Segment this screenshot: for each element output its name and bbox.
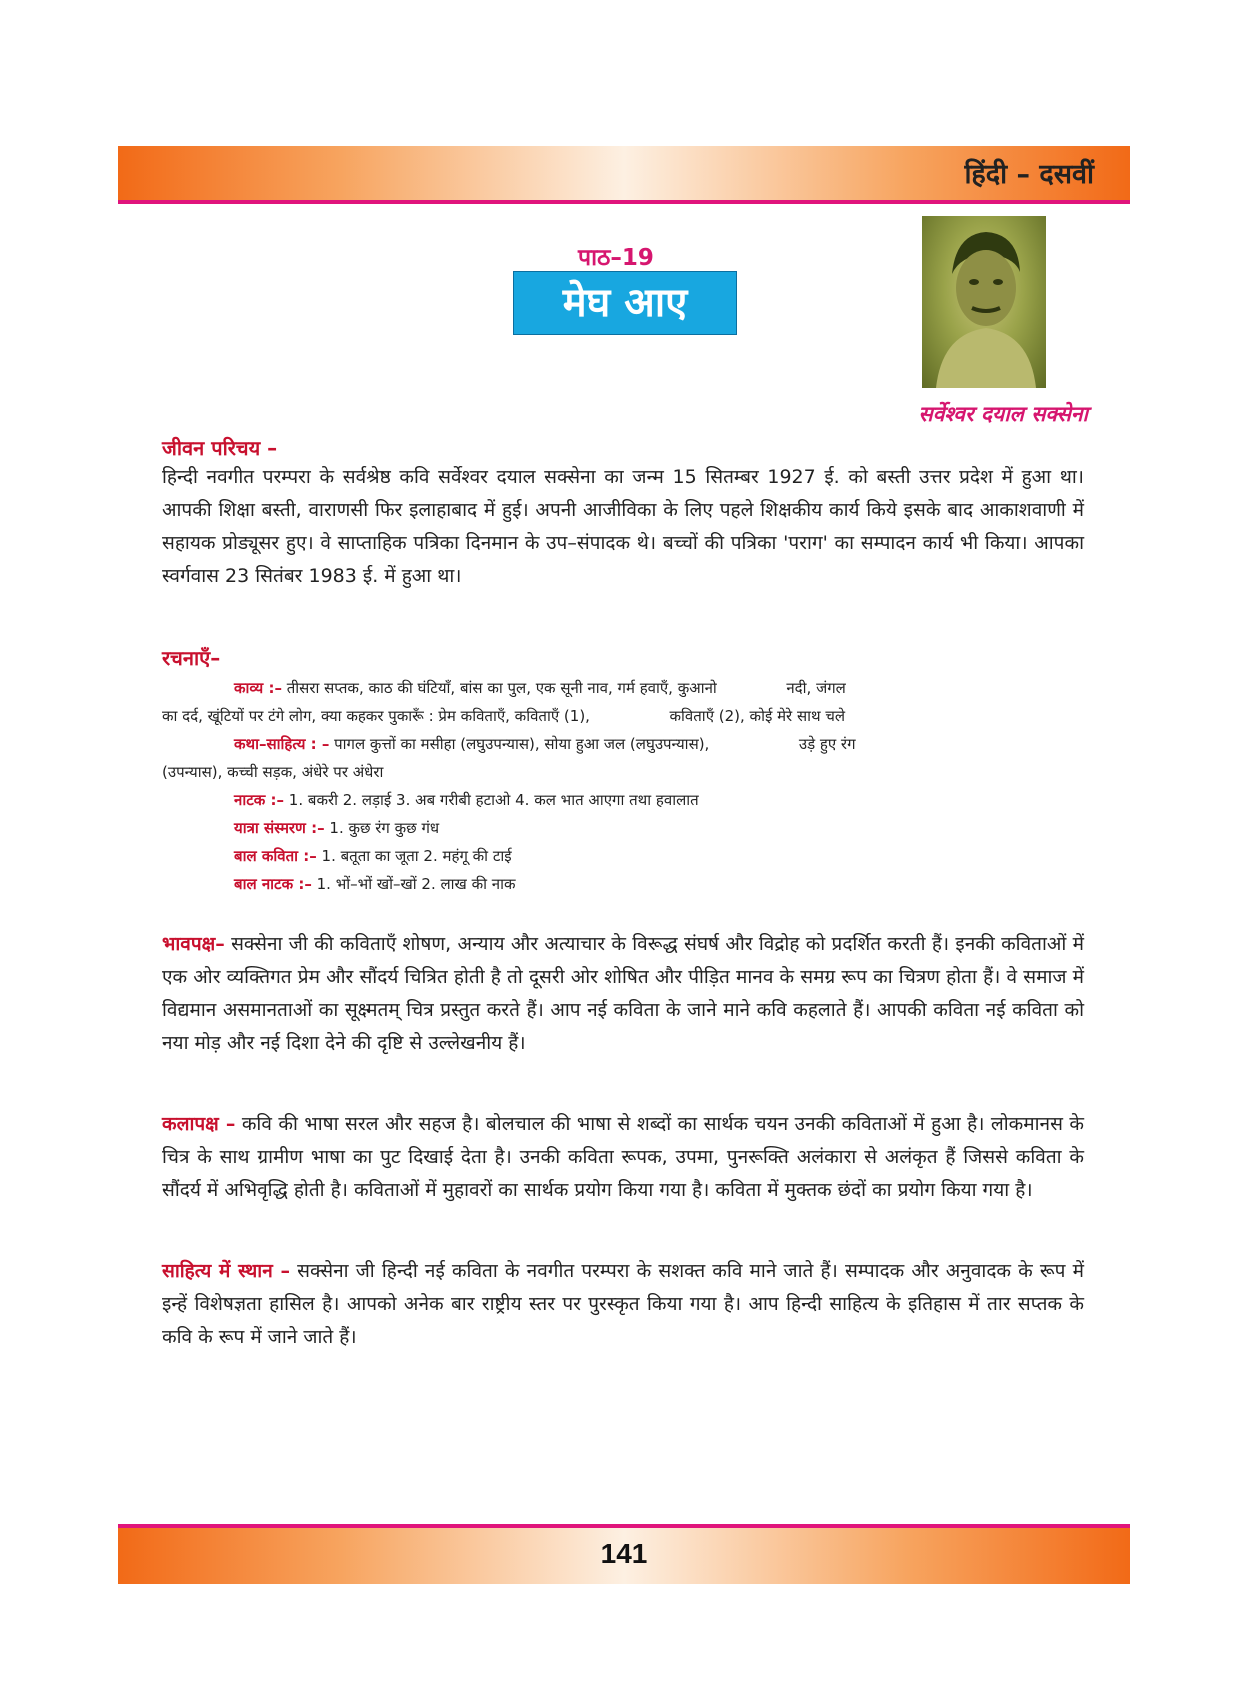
works-yatra-row <box>162 814 1084 842</box>
kavya-line1b: नदी, जंगल <box>786 679 846 697</box>
biography-text: हिन्दी नवगीत परम्परा के सर्वश्रेष्ठ कवि सर्वेश्वर दयाल सक्सेना का जन्म 15 सितम्बर 1927 ई. को बस्ती उत्तर प्रदेश में हुआ था। आपकी शिक्षा बस्ती, वाराणसी फिर इलाहाबाद में हुई। अपनी आजीविका के लिए पहले शिक्षकीय कार्य किये इसके बाद आकाशवाणी में सहायक प्रोड्यूसर हुए। वे साप्ताहिक पत्रिका दिनमान के उप–संपादक थे। बच्चों की पत्रिका 'पराग' का सम्पादन कार्य भी किया। आपका स्वर्गवास 23 सितंबर 1983 ई. में हुआ था। <box>162 466 1084 587</box>
footer-band <box>118 1524 1130 1584</box>
kavya-line2a: का दर्द, खूंटियों पर टंगे लोग, क्या कहकर पुकारूँ : प्रेम कविताएँ, कविताएँ (1), <box>162 707 590 725</box>
header-band <box>118 146 1130 204</box>
kavya-line1a: तीसरा सप्तक, काठ की घंटियाँ, बांस का पुल, एक सूनी नाव, गर्म हवाएँ, कुआनो <box>286 679 717 697</box>
yatra-label: यात्रा संस्मरण :– <box>234 819 325 837</box>
katha-line1b: उड़े हुए रंग <box>798 735 856 753</box>
page-number: 141 <box>600 1538 648 1569</box>
bhavpaksh-text: सक्सेना जी की कविताएँ शोषण, अन्याय और अत्याचार के विरूद्ध संघर्ष और विद्रोह को प्रदर्शित करती हैं। इनकी कविताओं में एक ओर व्यक्तिगत प्रेम और सौंदर्य चित्रित होती है तो दूसरी ओर शोषित और पीड़ित मानव के समग्र रूप का चित्रण होता हैं। वे समाज में विद्यमान असमानताओं का सूक्ष्मतम् चित्र प्रस्तुत करते हैं। आप नई कविता के जाने माने कवि कहलाते हैं। आपकी कविता नई कविता को नया मोड़ और नई दिशा देने की दृष्टि से उल्लेखनीय हैं। <box>162 933 1085 1054</box>
balkavita-text: 1. बतूता का जूता 2. महंगू की टाई <box>321 847 512 865</box>
kalapaksh-label: कलापक्ष – <box>162 1113 236 1135</box>
book-title: हिंदी – दसवीं <box>964 159 1094 190</box>
balkavita-label: बाल कविता :– <box>234 847 317 865</box>
natak-label: नाटक :– <box>234 791 285 809</box>
kavya-label: काव्य :– <box>234 679 282 697</box>
works-natak-row <box>162 786 1084 814</box>
sthan-paragraph <box>162 1255 1084 1354</box>
works-heading: रचनाएँ– <box>162 646 221 670</box>
works-kavya-row2 <box>162 702 1084 730</box>
portrait-figure-icon <box>922 216 1046 388</box>
works-balnatak-row <box>162 870 1084 898</box>
kalapaksh-paragraph <box>162 1108 1084 1207</box>
works-katha-row <box>162 730 1084 758</box>
lesson-title: मेघ आए <box>513 271 737 335</box>
works-balkavita-row <box>162 842 1084 870</box>
sthan-text: सक्सेना जी हिन्दी नई कविता के नवगीत परम्परा के सशक्त कवि माने जाते हैं। सम्पादक और अनुवादक के रूप में इन्हें विशेषज्ञता हासिल है। आपको अनेक बार राष्ट्रीय स्तर पर पुरस्कृत किया गया है। आप हिन्दी साहित्य के इतिहास में तार सप्तक के कवि के रूप में जाने जाते हैं। <box>162 1260 1084 1348</box>
biography-heading: जीवन परिचय – <box>162 436 278 460</box>
balnatak-label: बाल नाटक :– <box>234 875 312 893</box>
works-kavya-row <box>162 674 1084 702</box>
bhavpaksh-label: भावपक्ष– <box>162 933 225 955</box>
katha-line2: (उपन्यास), कच्ची सड़क, अंधेरे पर अंधेरा <box>162 763 384 781</box>
kavya-line2b: कविताएँ (2), कोई मेरे साथ चले <box>669 707 846 725</box>
balnatak-text: 1. भों–भों खों–खों 2. लाख की नाक <box>316 875 516 893</box>
yatra-text: 1. कुछ रंग कुछ गंध <box>329 819 440 837</box>
natak-text: 1. बकरी 2. लड़ाई 3. अब गरीबी हटाओ 4. कल भात आएगा तथा हवालात <box>288 791 699 809</box>
lesson-number: पाठ–19 <box>578 245 654 271</box>
bhavpaksh-paragraph <box>162 928 1084 1060</box>
katha-label: कथा–साहित्य : – <box>234 735 330 753</box>
kalapaksh-text: कवि की भाषा सरल और सहज है। बोलचाल की भाषा से शब्दों का सार्थक चयन उनकी कविताओं में हुआ है। लोकमानस के चित्र के साथ ग्रामीण भाषा का पुट दिखाई देता है। उनकी कविता रूपक, उपमा, पुनरूक्ति अलंकारा से अलंकृत हैं जिससे कविता के सौंदर्य में अभिवृद्धि होती है। कविताओं में मुहावरों का सार्थक प्रयोग किया गया है। कविता में मुक्तक छंदों का प्रयोग किया गया है। <box>162 1113 1084 1201</box>
katha-line1a: पागल कुत्तों का मसीहा (लघुउपन्यास), सोया हुआ जल (लघुउपन्यास), <box>334 735 710 753</box>
sthan-label: साहित्य में स्थान – <box>162 1260 290 1282</box>
works-list <box>162 674 1084 898</box>
portrait-caption: सर्वेश्वर दयाल सक्सेना <box>918 402 1088 426</box>
works-katha-row2 <box>162 758 1084 786</box>
author-portrait <box>922 216 1046 388</box>
